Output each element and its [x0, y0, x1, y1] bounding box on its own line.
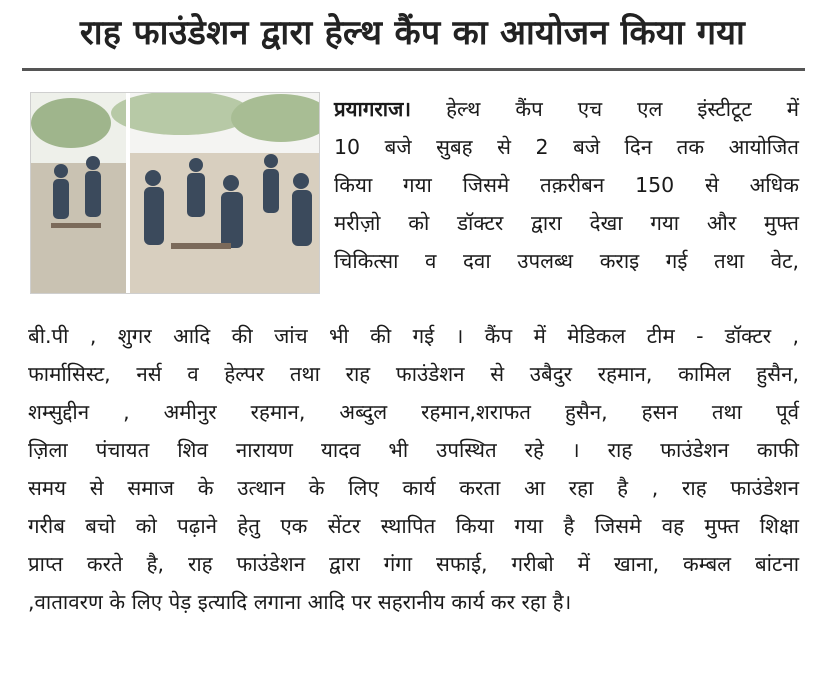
article-line-5: चिकित्सा व दवा उपलब्ध कराइ गई तथा वेट, [334, 249, 799, 273]
article-line-7: फार्मासिस्ट, नर्स व हेल्पर तथा राह फाउंडेशन से उबैदुर रहमान, कामिल हुसैन, [28, 362, 799, 386]
article-line-8: शम्सुद्दीन , अमीनुर रहमान, अब्दुल रहमान,शराफत हुसैन, हसन तथा पूर्व [28, 400, 799, 424]
article-intro [334, 90, 799, 280]
article-line-11: गरीब बचो को पढ़ाने हेतु एक सेंटर स्थापित किया गया है जिसमे वह मुफ्त शिक्षा [28, 514, 799, 538]
article-line-13: ,वातावरण के लिए पेड़ इत्यादि लगाना आदि पर सहरानीय कार्य कर रहा है। [28, 590, 572, 614]
article-body [28, 317, 799, 621]
article-line-4: मरीज़ो को डॉक्टर द्वारा देखा गया और मुफ्त [334, 211, 799, 235]
article-line-12: प्राप्त करते है, राह फाउंडेशन द्वारा गंगा सफाई, गरीबो में खाना, कम्बल बांटना [28, 552, 799, 576]
headline-rule [22, 68, 805, 71]
article-line-6: बी.पी , शुगर आदि की जांच भी की गई । कैंप में मेडिकल टीम - डॉक्टर , [28, 324, 799, 348]
article-line-1: प्रयागराज। हेल्थ कैंप एच एल इंस्टीटूट में [334, 97, 799, 121]
health-camp-photo [30, 92, 320, 294]
dateline: प्रयागराज। [334, 97, 412, 121]
article-line-10: समय से समाज के उत्थान के लिए कार्य करता आ रहा है , राह फाउंडेशन [28, 476, 799, 500]
article-line-9: ज़िला पंचायत शिव नारायण यादव भी उपस्थित रहे । राह फाउंडेशन काफी [28, 438, 799, 462]
article-line-2: 10 बजे सुबह से 2 बजे दिन तक आयोजित [334, 135, 799, 159]
headline: राह फाउंडेशन द्वारा हेल्थ कैंप का आयोजन किया गया [79, 13, 746, 53]
article-line-3: किया गया जिसमे तक़रीबन 150 से अधिक [334, 173, 799, 197]
